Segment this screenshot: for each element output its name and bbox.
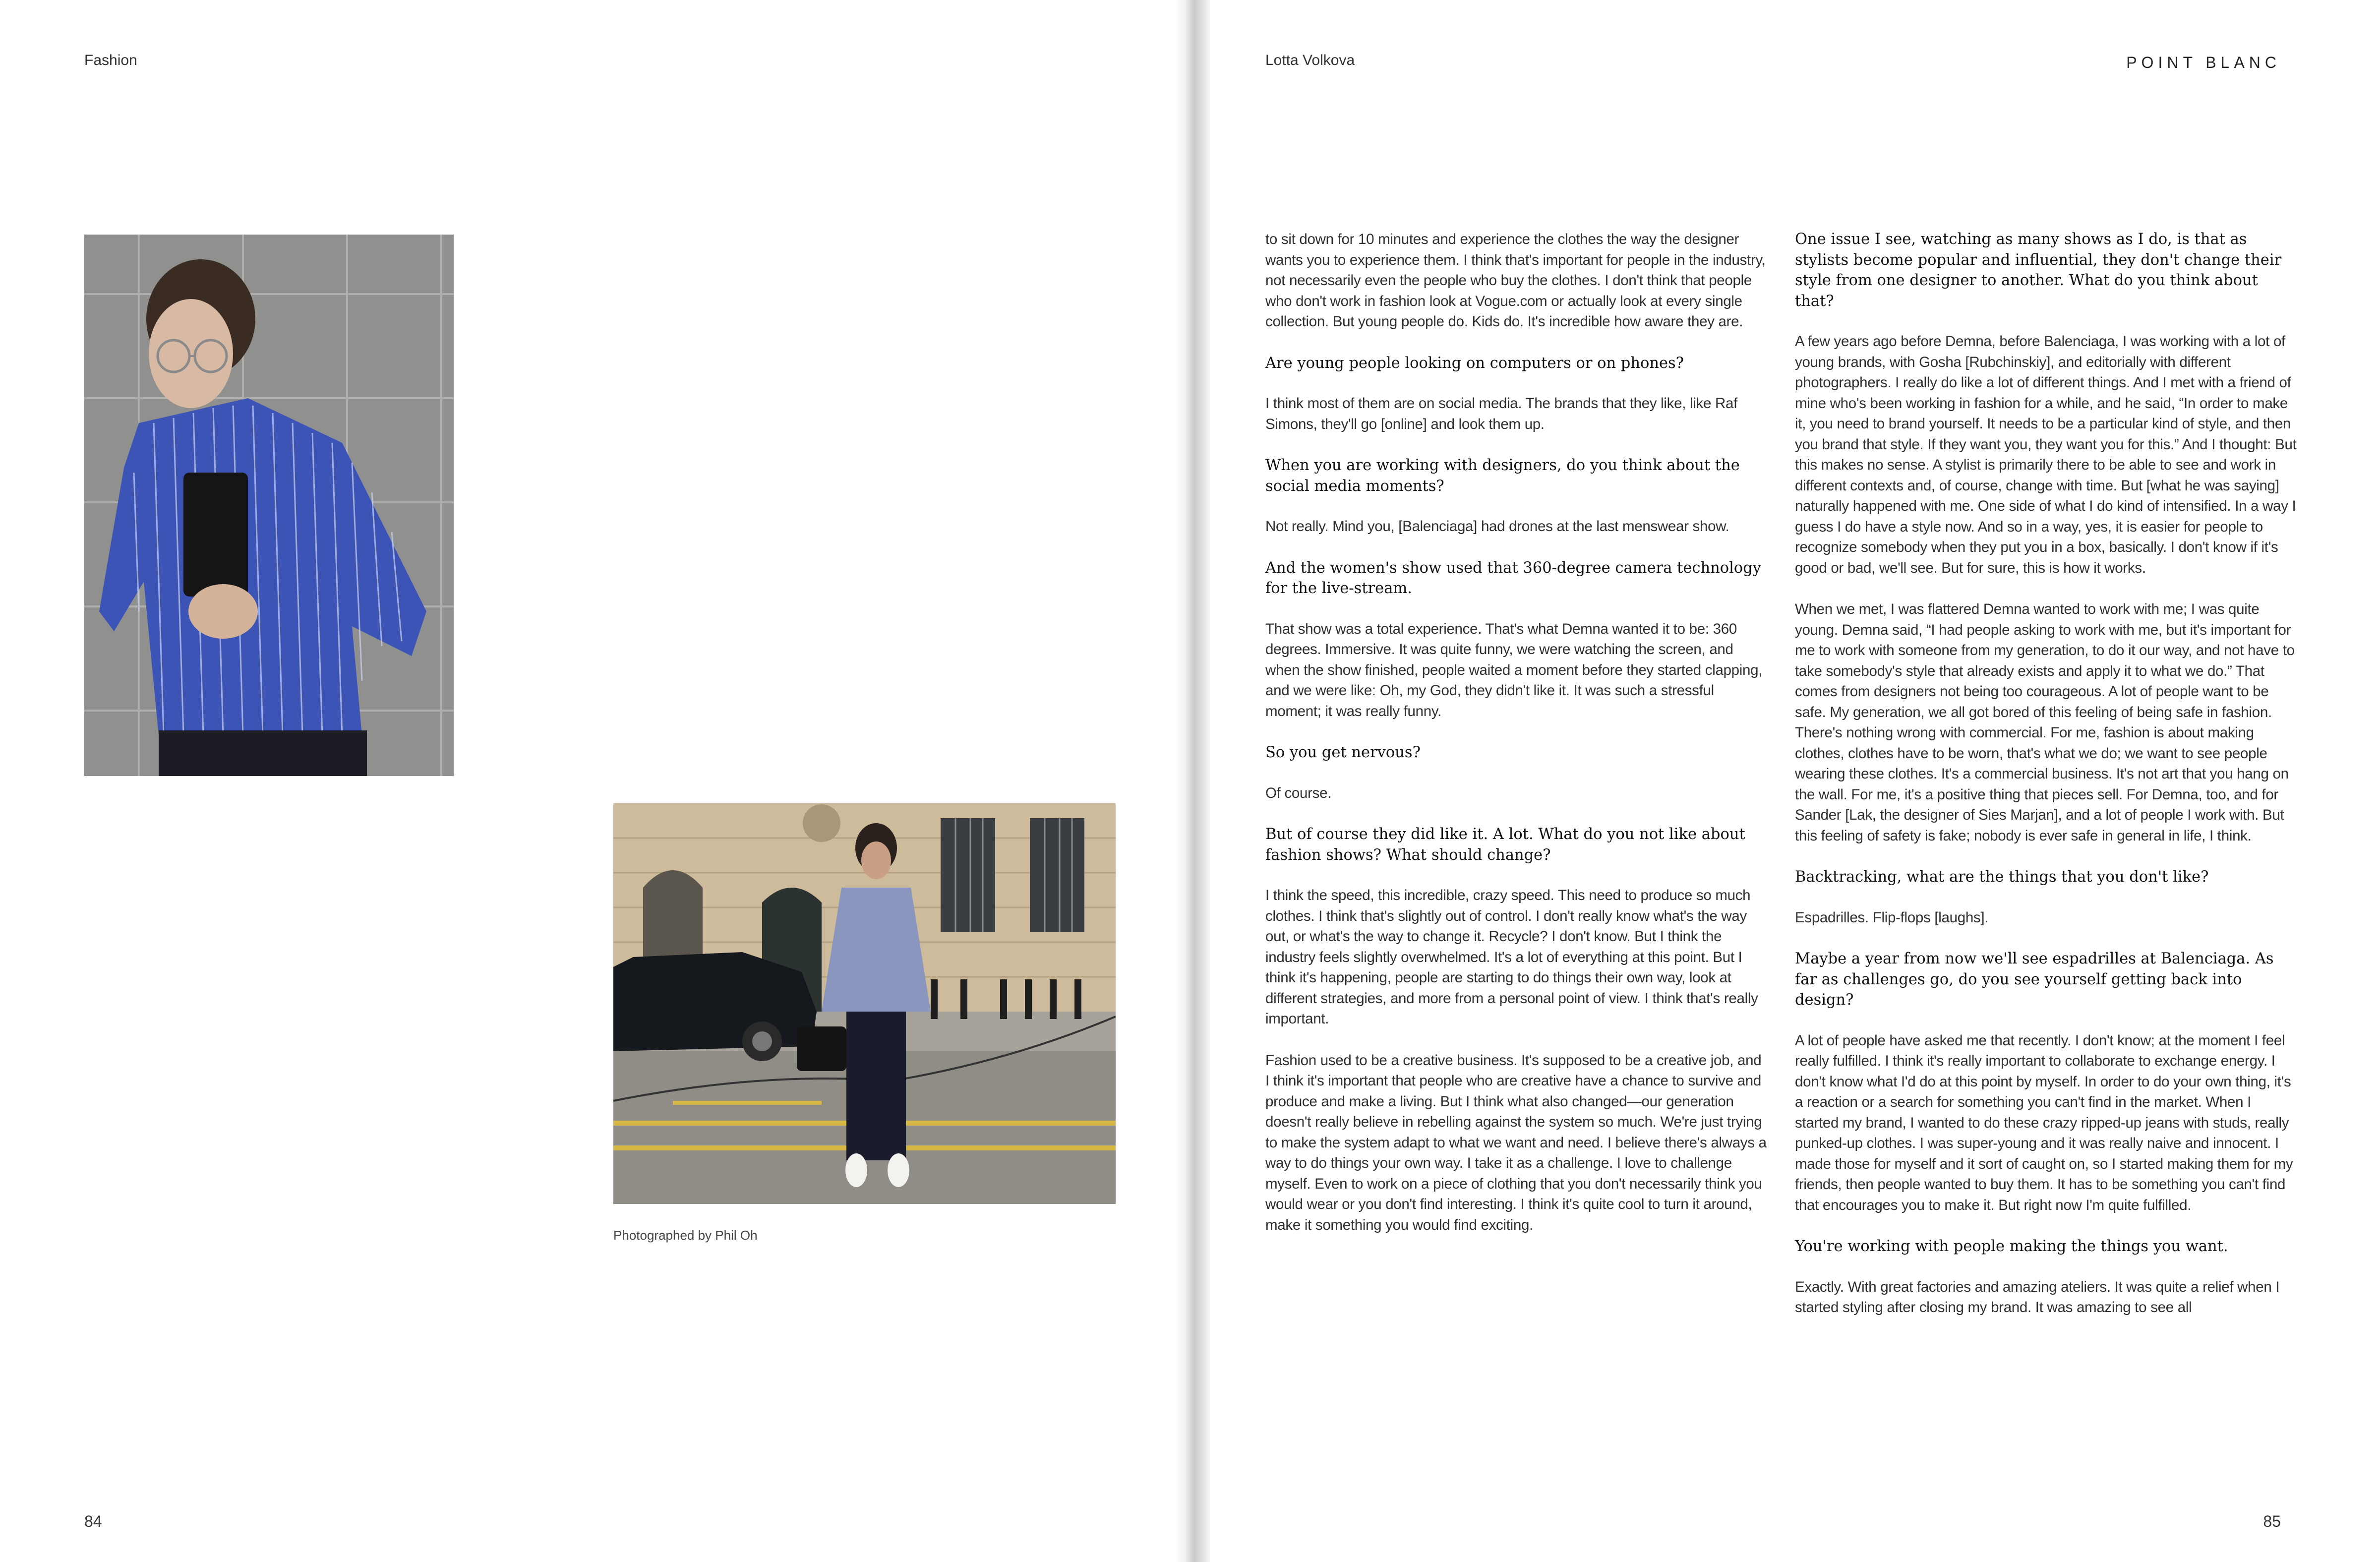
mirror-selfie-photo: [84, 235, 454, 776]
interview-question: And the women's show used that 360-degree camera technology for the live-stream.: [1265, 559, 1762, 597]
author-name: Lotta Volkova: [1265, 52, 1355, 68]
street-style-photo: [613, 803, 1116, 1204]
page-number-right: 85: [2263, 1512, 2281, 1530]
answer-paragraph: Fashion used to be a creative business. It's supposed to be a creative job, and I think it's important that people who are creative have a chance to survive and produce and make a living. But I think what also changed—our generation doesn't really believe in rebelling against the system so much. We're just trying to make the system adapt to what we want and need. I believe there's always a way to do things your own way. I take it as a challenge. I love to challenge myself. Even to work on a piece of clothing that you don't necessarily think you would wear or you don't find interesting. I think it's quite cool to turn it around, make it something you would find exciting.: [1265, 1052, 1767, 1233]
answer-paragraph: That show was a total experience. That's what Demna wanted it to be: 360 degrees. Immersive. It was quite funny, we were watching the screen, and when the show finished, people waited a moment before they started clapping, and we were like: Oh, my God, they didn't like it. It was such a stressful moment; it was really funny.: [1265, 620, 1763, 720]
answer-paragraph: Espadrilles. Flip-flops [laughs].: [1795, 909, 1989, 926]
interview-question: Maybe a year from now we'll see espadrilles at Balenciaga. As far as challenges go, do you see yourself getting back into design?: [1795, 950, 2274, 1009]
interview-question: Are young people looking on computers or on phones?: [1265, 354, 1684, 372]
page-number-left: 84: [84, 1512, 102, 1530]
answer-paragraph: Not really. Mind you, [Balenciaga] had drones at the last menswear show.: [1265, 518, 1729, 535]
magazine-title: POINT BLANC: [2126, 54, 2281, 71]
answer-paragraph: When we met, I was flattered Demna wanted to work with me; I was quite young. Demna said, “I had people asking to work with me, but it's important for me to work with someone from my generation, to do it our way, and not have to take somebody's style that already exists and apply it to what we do.” That comes from designers not being too courageous. A lot of people want to be safe. My generation, we all got bored of this feeling of being safe in fashion. There's nothing wrong with commercial. For me, fashion is about making clothes, clothes have to be worn, that's what we do; we want to see people wearing these clothes. It's a commercial business. It's not art that you hang on the wall. For me, it's a positive thing that pieces sell. For Demna, too, and for Sander [Lak, the designer of Sies Marjan], and a lot of people I work with. But this feeling of safety is fake; nobody is ever safe in general in life, I think.: [1795, 601, 2295, 844]
section-label: Fashion: [84, 52, 137, 68]
photo-caption: Photographed by Phil Oh: [613, 1228, 758, 1243]
interview-question: When you are working with designers, do you think about the social media moments?: [1265, 457, 1740, 495]
answer-paragraph: I think most of them are on social media. The brands that they like, like Raf Simons, they'll go [online] and look them up.: [1265, 395, 1737, 432]
answer-paragraph: to sit down for 10 minutes and experience the clothes the way the designer wants you to experience them. I think that's important for people in the industry, not necessarily even the people who buy the clothes. I don't think that people who don't work in fashion look at Vogue.com or actually look at every single collection. But young people do. Kids do. It's incredible how aware they are.: [1265, 231, 1766, 330]
interview-question: One issue I see, watching as many shows as I do, is that as stylists become popular and influential, they don't change their style from one designer to another. What do you think about that?: [1795, 231, 2282, 310]
interview-question: But of course they did like it. A lot. What do you not like about fashion shows? What should change?: [1265, 826, 1745, 864]
answer-paragraph: I think the speed, this incredible, crazy speed. This need to produce so much clothes. I think that's slightly out of control. I don't really know what's the way out, or what's the way to change it. Recycle? I don't know. But I think the industry feels slightly overwhelmed. It's a lot of everything at this point. But I think it's happening, people are starting to do things their own way, look at different strategies, and more from a personal point of view. I think that's really important.: [1265, 887, 1758, 1027]
answer-paragraph: Exactly. With great factories and amazing ateliers. It was quite a relief when I started styling after closing my brand. It was amazing to see all: [1795, 1278, 2280, 1316]
right-page: [1210, 0, 2380, 1562]
article-column-2: [1795, 229, 2298, 1339]
article-column-1: [1265, 229, 1769, 1256]
interview-question: You're working with people making the things you want.: [1795, 1238, 2228, 1255]
left-page: [0, 0, 1175, 1562]
answer-paragraph: A lot of people have asked me that recently. I don't know; at the moment I feel really fulfilled. I think it's really important to collaborate to exchange energy. I don't know what I'd do at this point by myself. In order to do your own thing, it's a reaction or a search for something you can't find in the market. When I started my brand, I wanted to do these crazy ripped-up jeans with studs, really punked-up clothes. I was super-young and it was really naive and innocent. I made those for myself and it sort of caught on, so I started making them for my friends, then people wanted to buy them. It has to be something you can't find that encourages you to make it. But right now I'm quite fulfilled.: [1795, 1032, 2293, 1213]
answer-paragraph: A few years ago before Demna, before Balenciaga, I was working with a lot of young brands, with Gosha [Rubchinskiy], and editorially with different photographers. I really do like a lot of different things. And I met with a friend of mine who's been working in fashion for a while, and he said, “In order to make it, you need to brand yourself. It needs to be a particular kind of style, and then you brand that style. If they want you, they want you for this.” And I thought: But this makes no sense. A stylist is primarily there to be able to see and work in different contexts and, of course, change with time. But [what he was saying] naturally happened with me. One side of what I do kind of intensified. In a way I guess I do have a style now. And so in a way, yes, it is easier for people to recognize somebody when they put you in a box, basically. I don't know if it's good or bad, we'll see. But for sure, this is how it works.: [1795, 333, 2297, 576]
interview-question: Backtracking, what are the things that you don't like?: [1795, 868, 2209, 886]
interview-question: So you get nervous?: [1265, 744, 1421, 761]
book-gutter: [1175, 0, 1210, 1562]
answer-paragraph: Of course.: [1265, 784, 1332, 801]
